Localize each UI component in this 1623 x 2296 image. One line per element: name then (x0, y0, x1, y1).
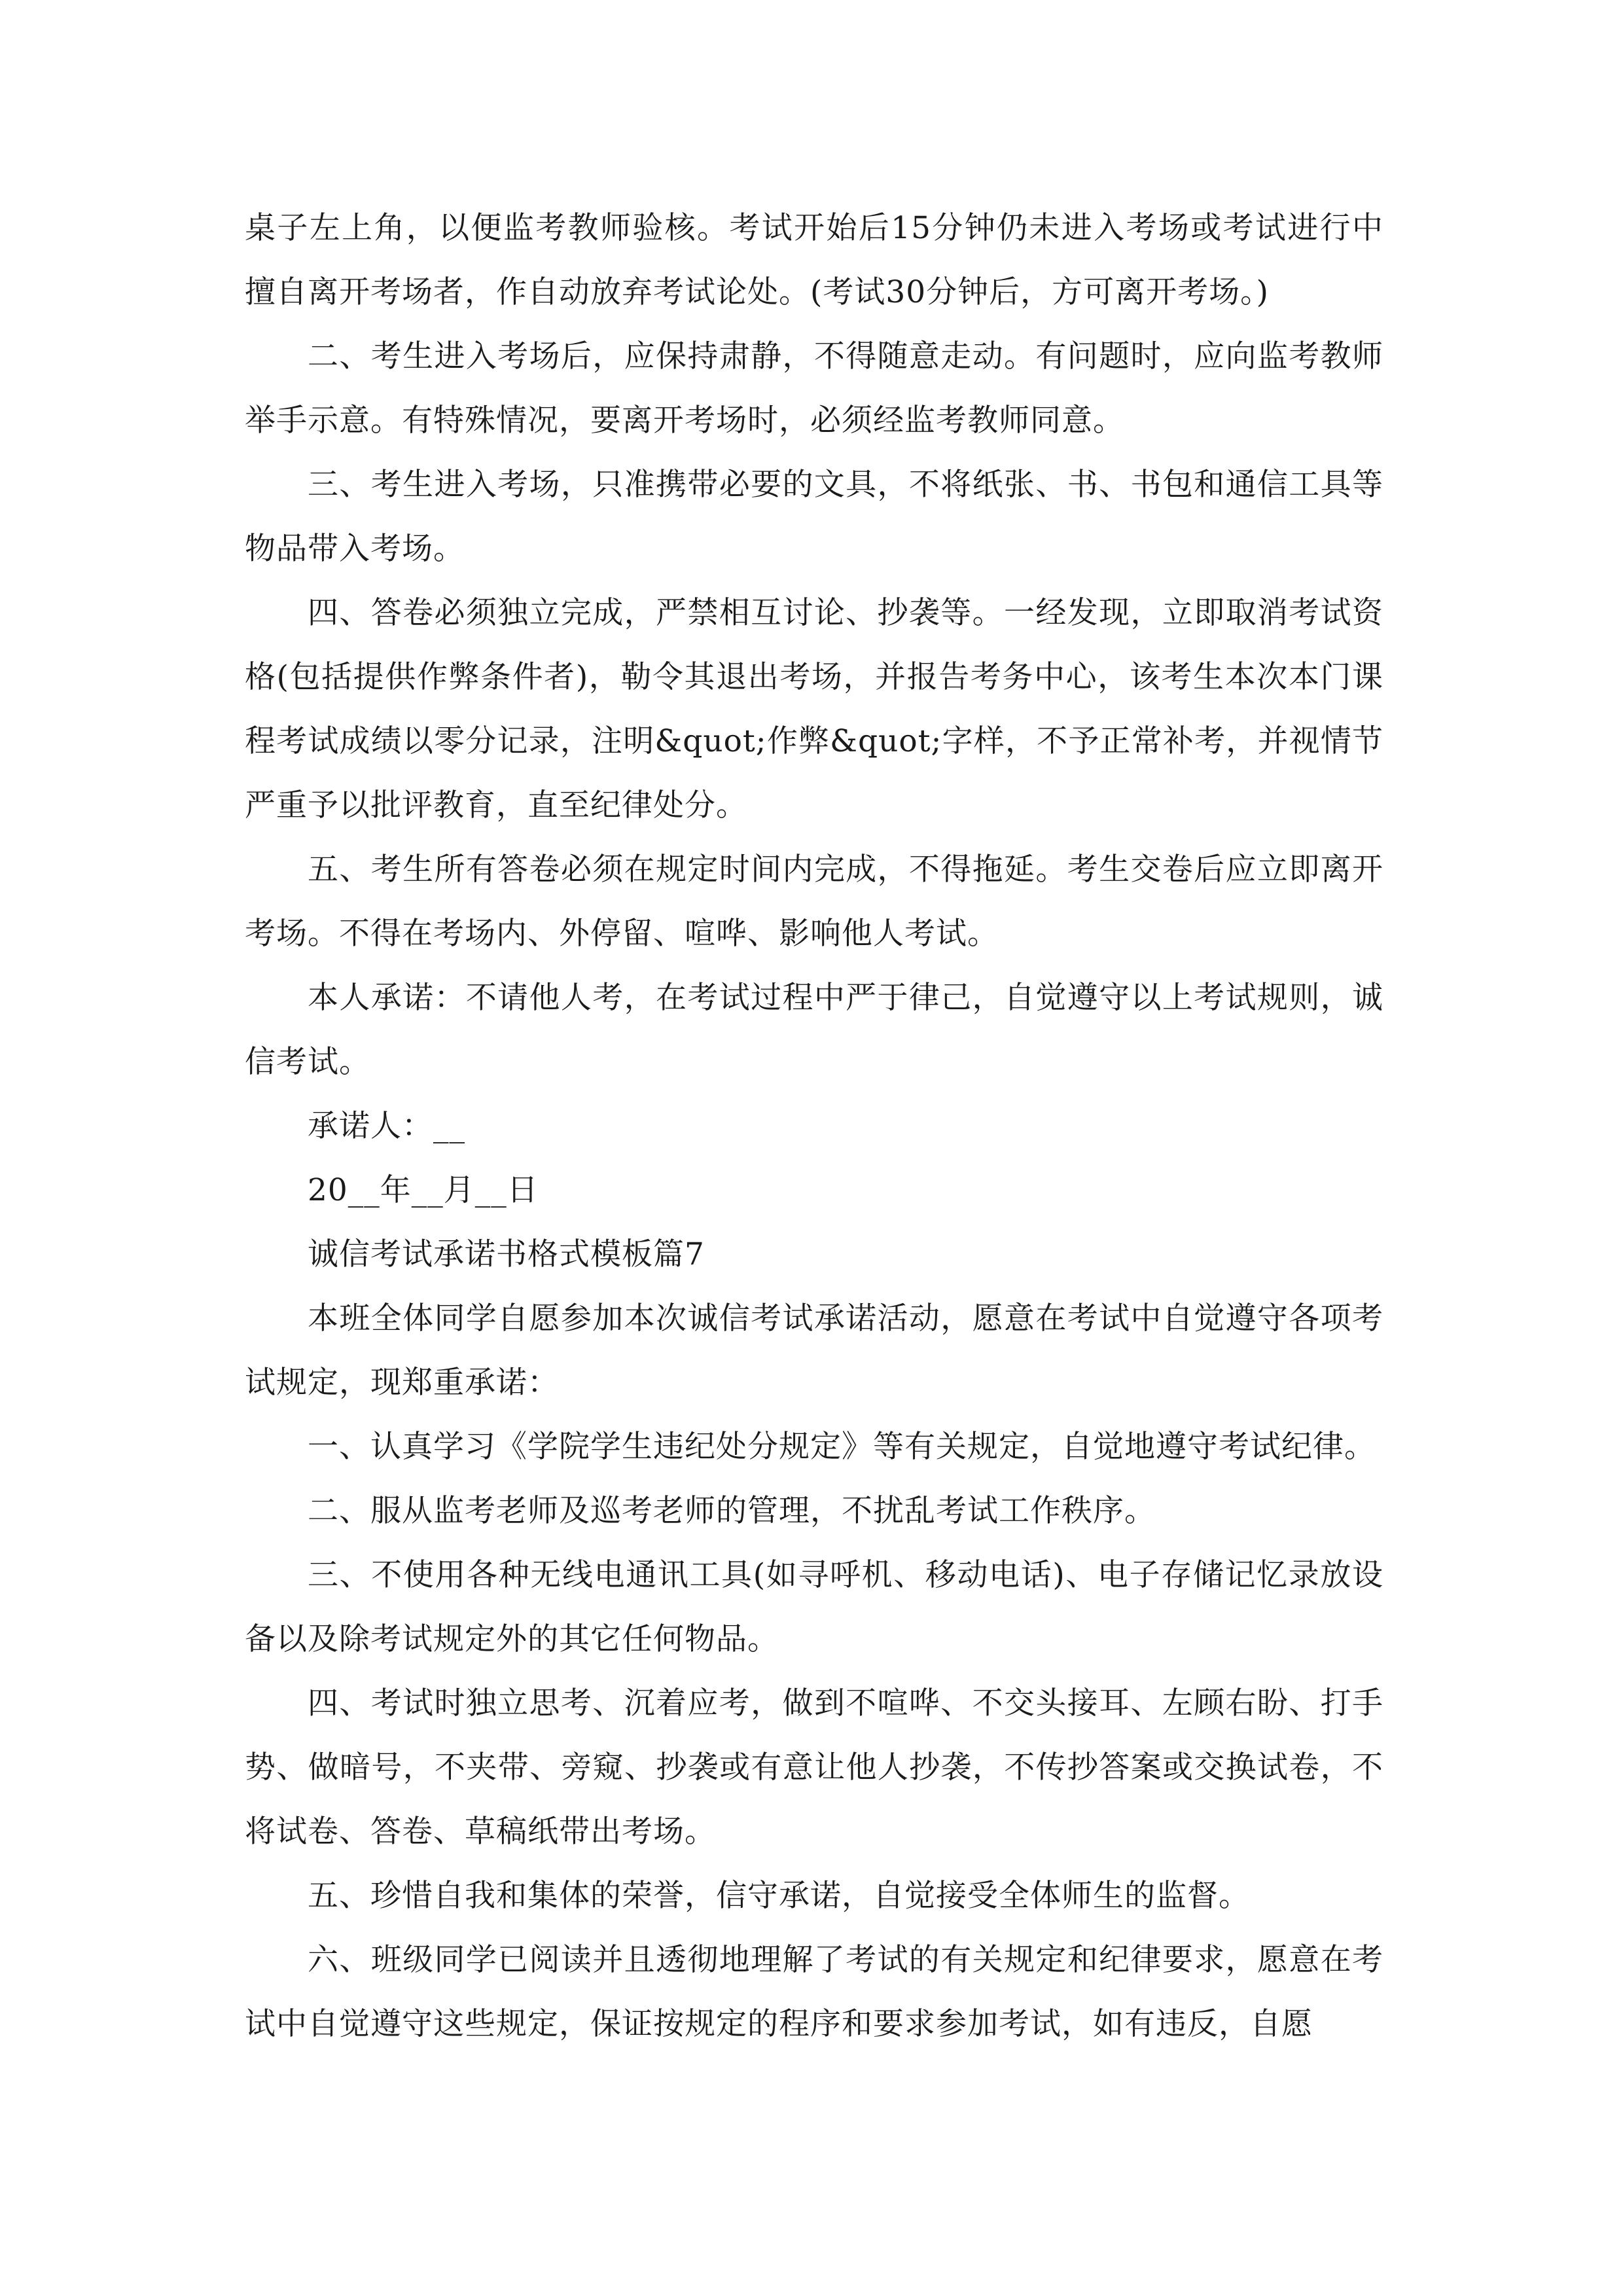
paragraph-rule-2: 二、考生进入考场后，应保持肃静，不得随意走动。有问题时，应向监考教师举手示意。有特殊情况，要离开考场时，必须经监考教师同意。 (245, 338, 1383, 439)
paragraph-rule-4: 四、答卷必须独立完成，严禁相互讨论、抄袭等。一经发现，立即取消考试资格(包括提供作弊条件者)，勒令其退出考场，并报告考务中心，该考生本次本门课程考试成绩以零分记录，注明&quot;作弊&quot;字样，不予正常补考，并视情节严重予以批评教育，直至纪律处分。 (245, 595, 1383, 823)
paragraph-continued-rules: 桌子左上角，以便监考教师验核。考试开始后15分钟仍未进入考场或考试进行中擅自离开考场者，作自动放弃考试论处。(考试30分钟后，方可离开考场。) (245, 210, 1383, 310)
paragraph-pledge-2: 二、服从监考老师及巡考老师的管理，不扰乱考试工作秩序。 (308, 1493, 1156, 1529)
paragraph-intro: 本班全体同学自愿参加本次诚信考试承诺活动，愿意在考试中自觉遵守各项考试规定，现郑重承诺： (245, 1300, 1383, 1401)
paragraph-rule-5: 五、考生所有答卷必须在规定时间内完成，不得拖延。考生交卷后应立即离开考场。不得在考场内、外停留、喧哗、影响他人考试。 (245, 852, 1383, 952)
section-heading-template-7: 诚信考试承诺书格式模板篇7 (308, 1236, 705, 1272)
paragraph-pledge-4: 四、考试时独立思考、沉着应考，做到不喧哗、不交头接耳、左顾右盼、打手势、做暗号，不夹带、旁窥、抄袭或有意让他人抄袭，不传抄答案或交换试卷，不将试卷、答卷、草稿纸带出考场。 (245, 1685, 1383, 1850)
paragraph-pledge-statement: 本人承诺：不请他人考，在考试过程中严于律己，自觉遵守以上考试规则，诚信考试。 (245, 980, 1383, 1080)
document-body (245, 196, 1383, 2056)
paragraph-signer: 承诺人：__ (308, 1108, 465, 1144)
paragraph-pledge-5: 五、珍惜自我和集体的荣誉，信守承诺，自觉接受全体师生的监督。 (308, 1878, 1250, 1914)
paragraph-rule-3: 三、考生进入考场，只准携带必要的文具，不将纸张、书、书包和通信工具等物品带入考场。 (245, 467, 1383, 567)
paragraph-pledge-1: 一、认真学习《学院学生违纪处分规定》等有关规定，自觉地遵守考试纪律。 (308, 1429, 1376, 1465)
paragraph-pledge-6: 六、班级同学已阅读并且透彻地理解了考试的有关规定和纪律要求，愿意在考试中自觉遵守这些规定，保证按规定的程序和要求参加考试，如有违反，自愿 (245, 1942, 1383, 2042)
paragraph-date: 20__年__月__日 (308, 1172, 539, 1208)
paragraph-pledge-3: 三、不使用各种无线电通讯工具(如寻呼机、移动电话)、电子存储记忆录放设备以及除考试规定外的其它任何物品。 (245, 1557, 1383, 1657)
